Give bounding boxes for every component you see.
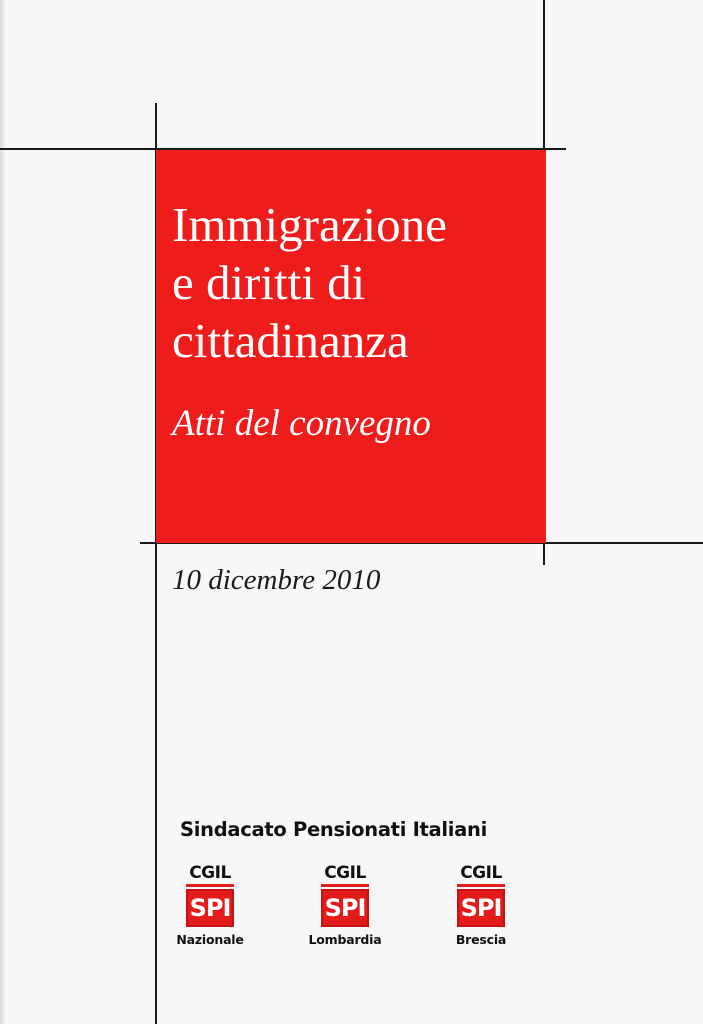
logo-brescia xyxy=(441,864,521,947)
organization-name: Sindacato Pensionati Italiani xyxy=(180,818,488,841)
cover-title xyxy=(172,196,552,370)
spi-logo-mark: SPI xyxy=(321,889,369,927)
logo-bar xyxy=(321,884,369,887)
cgil-wordmark: CGIL xyxy=(460,863,502,883)
title-line: cittadinanza xyxy=(172,313,409,368)
logo-location: Brescia xyxy=(455,932,507,947)
title-line: Immigrazione xyxy=(172,197,447,252)
cover-subtitle: Atti del convegno xyxy=(172,403,431,444)
logo-nazionale xyxy=(170,864,250,947)
cgil-wordmark: CGIL xyxy=(324,863,366,883)
spi-logo-mark: SPI xyxy=(457,889,505,927)
cgil-wordmark: CGIL xyxy=(189,863,231,883)
logo-location: Lombardia xyxy=(308,932,382,947)
logo-lombardia xyxy=(305,864,385,947)
event-date: 10 dicembre 2010 xyxy=(172,564,381,596)
title-line: e diritti di xyxy=(172,255,366,310)
logo-bar xyxy=(457,884,505,887)
spine-shadow xyxy=(0,0,6,1024)
logo-bar xyxy=(186,884,234,887)
logo-location: Nazionale xyxy=(176,932,244,947)
spi-logo-mark: SPI xyxy=(186,889,234,927)
